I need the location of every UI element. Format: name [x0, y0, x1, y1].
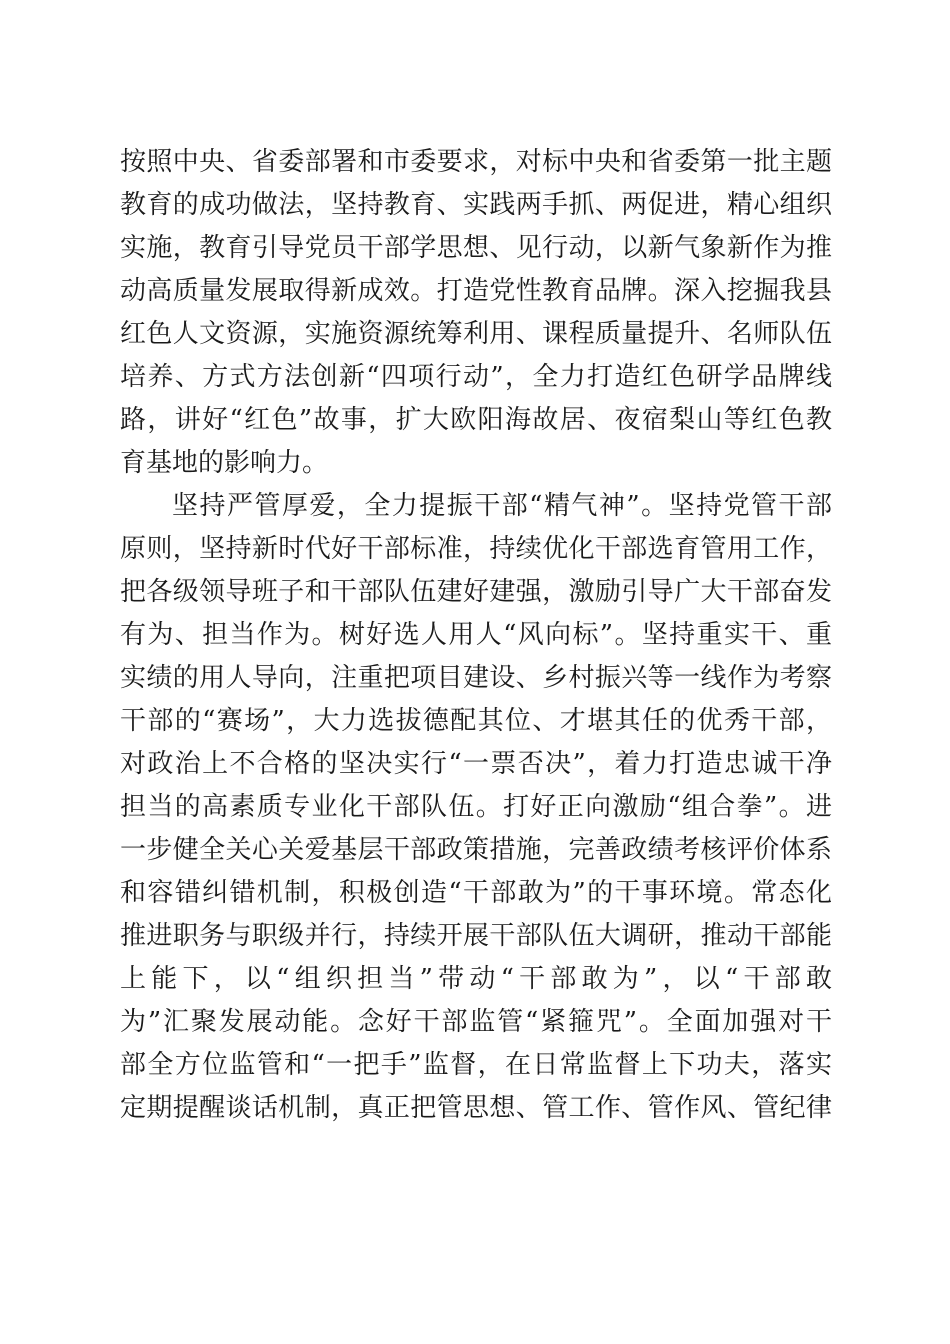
- text-line: 动高质量发展取得新成效。打造党性教育品牌。深入挖掘我县: [120, 276, 832, 306]
- text-line: 定期提醒谈话机制，真正把管思想、管工作、管作风、管纪律: [120, 1093, 832, 1123]
- text-line: 培养、方式方法创新“四项行动”，全力打造红色研学品牌线: [120, 362, 832, 392]
- paragraph-2: [120, 485, 832, 1130]
- text-line: 按照中央、省委部署和市委要求，对标中央和省委第一批主题: [120, 147, 832, 177]
- paragraph-1: [120, 141, 832, 485]
- text-line: 上能下，以“组织担当”带动“干部敢为”，以“干部敢: [120, 964, 832, 994]
- text-line: 坚持严管厚爱，全力提振干部“精气神”。坚持党管干部: [172, 491, 832, 521]
- text-line: 路，讲好“红色”故事，扩大欧阳海故居、夜宿梨山等红色教: [120, 405, 832, 435]
- text-line: 育基地的影响力。: [120, 448, 329, 478]
- text-line: 担当的高素质专业化干部队伍。打好正向激励“组合拳”。进: [120, 792, 832, 822]
- text-line: 和容错纠错机制，积极创造“干部敢为”的干事环境。常态化: [120, 878, 832, 908]
- text-line: 推进职务与职级并行，持续开展干部队伍大调研，推动干部能: [120, 921, 832, 951]
- text-line: 红色人文资源，实施资源统筹利用、课程质量提升、名师队伍: [120, 319, 832, 349]
- body-text: [120, 141, 832, 1130]
- text-line: 实施，教育引导党员干部学思想、见行动，以新气象新作为推: [120, 233, 832, 263]
- text-line: 部全方位监管和“一把手”监督，在日常监督上下功夫，落实: [120, 1050, 832, 1080]
- text-line: 原则，坚持新时代好干部标准，持续优化干部选育管用工作，: [120, 534, 832, 564]
- text-line: 干部的“赛场”，大力选拔德配其位、才堪其任的优秀干部，: [120, 706, 832, 736]
- text-line: 把各级领导班子和干部队伍建好建强，激励引导广大干部奋发: [120, 577, 832, 607]
- text-line: 一步健全关心关爱基层干部政策措施，完善政绩考核评价体系: [120, 835, 832, 865]
- text-line: 教育的成功做法，坚持教育、实践两手抓、两促进，精心组织: [120, 190, 832, 220]
- text-line: 对政治上不合格的坚决实行“一票否决”，着力打造忠诚干净: [120, 749, 832, 779]
- text-line: 为”汇聚发展动能。念好干部监管“紧箍咒”。全面加强对干: [120, 1007, 832, 1037]
- text-line: 有为、担当作为。树好选人用人“风向标”。坚持重实干、重: [120, 620, 832, 650]
- text-line: 实绩的用人导向，注重把项目建设、乡村振兴等一线作为考察: [120, 663, 832, 693]
